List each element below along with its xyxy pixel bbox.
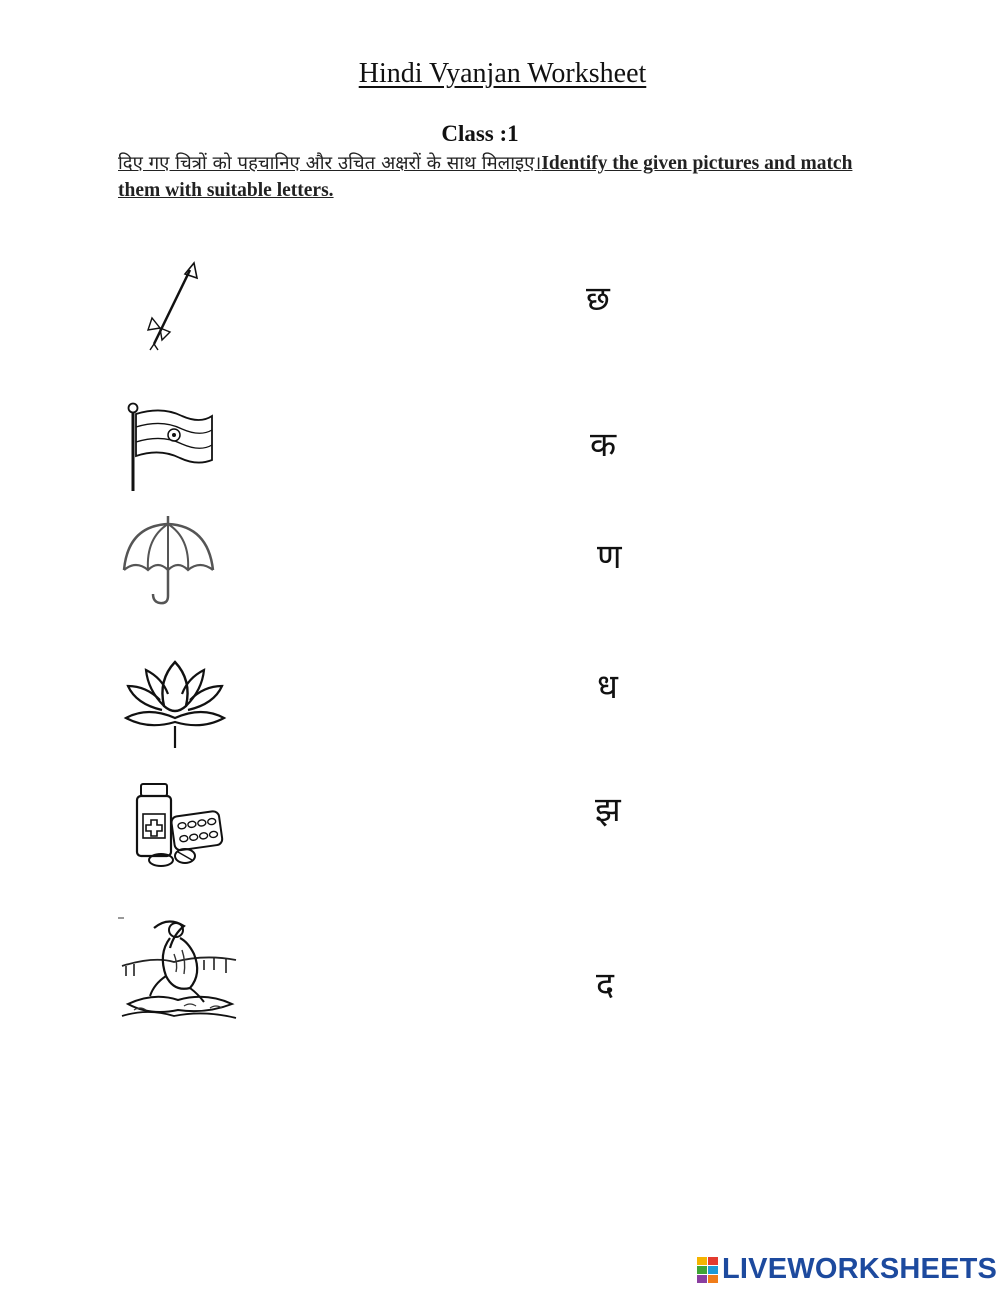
lotus-icon[interactable]	[122, 656, 228, 752]
medicine-icon[interactable]	[133, 780, 227, 868]
letter-chha[interactable]: छ	[586, 279, 610, 319]
instruction-text	[118, 150, 863, 204]
instruction-hindi: दिए गए चित्रों को पहचानिए और उचित अक्षरों के साथ मिलाइए।	[118, 153, 542, 174]
letter-dha[interactable]: ध	[597, 667, 618, 707]
letter-ka[interactable]: क	[590, 425, 617, 465]
class-label: Class :1	[441, 121, 519, 146]
brand-text: LIVEWORKSHEETS	[722, 1253, 998, 1285]
umbrella-icon[interactable]	[120, 514, 218, 608]
brand-blocks-icon	[697, 1257, 718, 1283]
arrow-icon[interactable]	[140, 258, 210, 356]
flag-icon[interactable]	[122, 400, 222, 494]
instruction-english: Identify the given pictures and match them with suitable letters.	[118, 153, 853, 201]
worksheet-title: Hindi Vyanjan Worksheet	[358, 58, 647, 89]
letter-jha[interactable]: झ	[595, 790, 621, 830]
letter-da[interactable]: द	[596, 965, 615, 1005]
washerman-icon[interactable]	[114, 914, 240, 1026]
brand-logo	[697, 1253, 997, 1286]
letter-nna[interactable]: ण	[597, 537, 622, 577]
